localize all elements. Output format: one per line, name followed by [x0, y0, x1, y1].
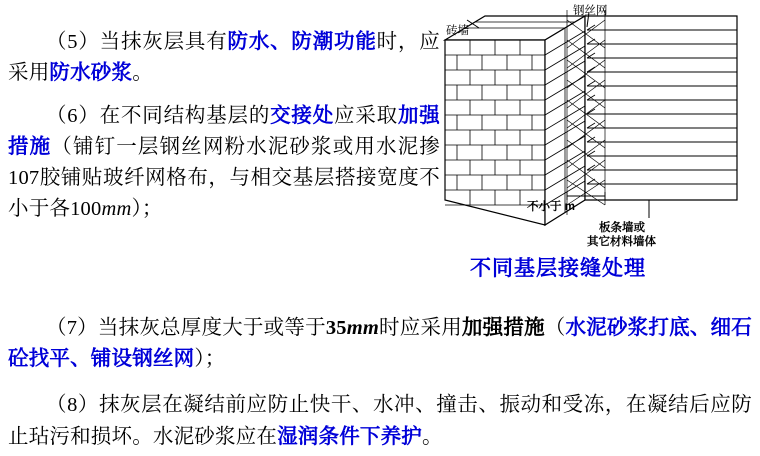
- p7-run-4: 加强措施: [461, 316, 545, 339]
- paragraph-5: [8, 27, 440, 89]
- paragraph-8: [8, 390, 752, 454]
- p6-run-6: ）；: [131, 198, 163, 221]
- figure-wall-joint-detail: [437, 0, 757, 285]
- p6-run-0: （6）在不同结构基层的: [46, 104, 271, 127]
- p7-run-5: （: [544, 316, 566, 339]
- p6-run-1: 交接处: [270, 104, 335, 127]
- p8-run-1: 湿润条件下养护: [277, 425, 423, 448]
- label-board-wall-line1: 板条墙或: [599, 222, 645, 234]
- p6-run-5: mm: [101, 198, 132, 221]
- p7-run-3: 时应采用: [379, 316, 462, 339]
- p7-run-7: ）；: [194, 348, 226, 371]
- p5-run-3: 防水砂浆: [49, 61, 133, 84]
- p5-run-2: 时，应采用: [8, 30, 440, 84]
- p6-run-2: 应采取: [334, 104, 398, 127]
- p5-run-4: 。: [132, 61, 153, 84]
- p6-run-4: （铺钉一层钢丝网粉水泥砂浆或用水泥掺107胶铺贴玻纤网格布，与相交基层搭接宽度不小于各100: [8, 135, 440, 221]
- p8-run-0: （8）抹灰层在凝结前应防止快干、水冲、撞击、振动和受冻，在凝结后应防止玷污和损坏。水泥砂浆应在: [8, 394, 752, 448]
- label-min-dimension: 不小于 m: [527, 201, 575, 213]
- p5-run-0: （5）当抹灰层具有: [46, 30, 228, 53]
- figure-caption: 不同基层接缝处理: [470, 256, 646, 280]
- p5-run-1: 防水、防潮功能: [227, 30, 377, 53]
- wall-detail-drawing: [437, 0, 757, 260]
- p7-run-0: （7）当抹灰总厚度大于或等于: [46, 316, 326, 339]
- paragraph-6: [8, 101, 440, 226]
- p8-run-2: 。: [422, 425, 443, 448]
- label-brick-wall: 砖墙: [446, 25, 469, 37]
- p7-run-1: 35: [325, 316, 347, 339]
- label-steel-mesh: 钢丝网: [573, 5, 608, 17]
- text-column: [8, 6, 440, 227]
- p6-run-3: 加强措施: [8, 104, 440, 158]
- p7-run-2: mm: [346, 316, 380, 339]
- p7-run-6: 水泥砂浆打底、细石砼找平、铺设钢丝网: [8, 316, 752, 371]
- label-board-wall-line2: 其它材料墙体: [587, 236, 656, 248]
- paragraph-7: [8, 313, 752, 377]
- bottom-text-block: [8, 292, 752, 456]
